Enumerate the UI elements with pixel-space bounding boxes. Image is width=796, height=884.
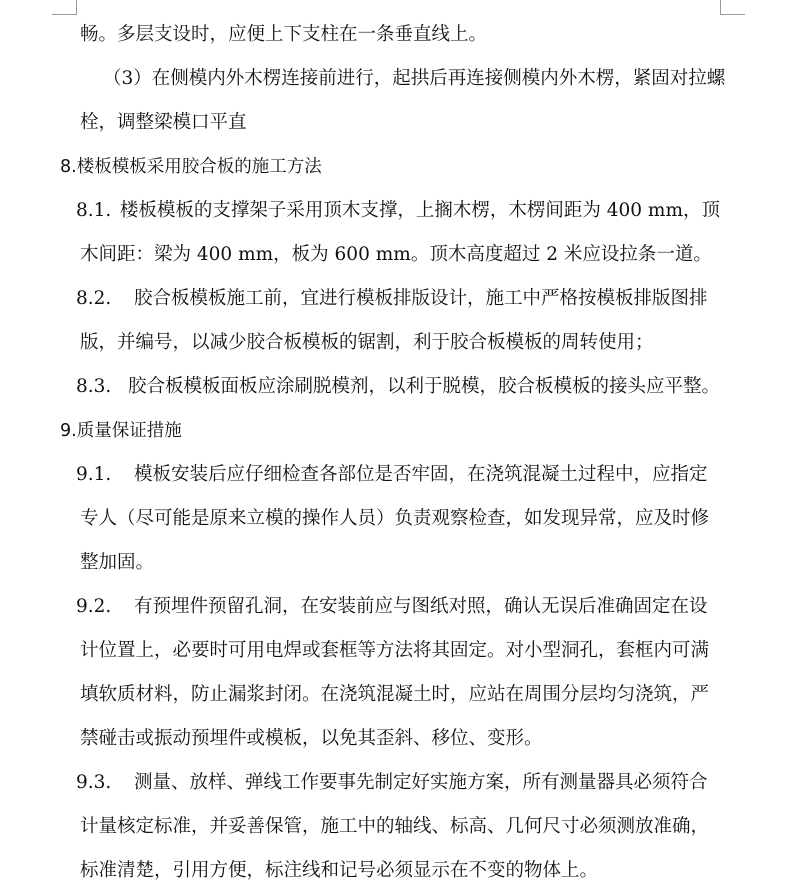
- list-number: 8.3.: [76, 376, 112, 397]
- list-item-9-2: [76, 594, 720, 620]
- section-heading-8: 8.楼板模板采用胶合板的施工方法: [60, 157, 322, 177]
- list-text: 胶合板模板施工前，宜进行模板排版设计，施工中严格按模板排版图排: [134, 288, 708, 309]
- paragraph-line: 专人（尽可能是原来立模的操作人员）负责观察检查，如发现异常，应及时修: [80, 508, 710, 529]
- list-text: 测量、放样、弹线工作要事先制定好实施方案，所有测量器具必须符合: [134, 772, 708, 793]
- list-number: 8.1.: [76, 200, 112, 221]
- list-item-9-1: [76, 462, 720, 488]
- paragraph-line: 木间距：梁为 400 mm，板为 600 mm。顶木高度超过 2 米应设拉条一道。: [80, 244, 712, 265]
- page-corner-mark-left: [52, 0, 77, 15]
- list-item-9-3: [76, 770, 720, 796]
- paragraph-line: 禁碰击或振动预埋件或模板，以免其歪斜、移位、变形。: [80, 728, 543, 749]
- list-text: 楼板模板的支撑架子采用顶木支撑，上搁木楞，木楞间距为 400 mm，顶: [119, 200, 720, 221]
- section-heading-9: 9.质量保证措施: [60, 421, 182, 441]
- paragraph-line: 版，并编号，以减少胶合板模板的锯割，利于胶合板模板的周转使用；: [80, 332, 654, 353]
- list-number: 9.3.: [76, 772, 112, 793]
- paragraph-line: 栓，调整梁模口平直: [80, 112, 247, 133]
- paragraph-line: 计量核定标准，并妥善保管，施工中的轴线、标高、几何尺寸必须测放准确，: [80, 816, 710, 837]
- list-item-8-3: [76, 374, 720, 400]
- list-text: 模板安装后应仔细检查各部位是否牢固，在浇筑混凝土过程中，应指定: [134, 464, 708, 485]
- list-number: 8.2.: [76, 288, 112, 309]
- paragraph-line: 畅。多层支设时，应便上下支柱在一条垂直线上。: [80, 24, 488, 45]
- list-item-8-1: [76, 198, 720, 224]
- page-corner-mark-right: [720, 0, 745, 15]
- paragraph-line: 整加固。: [80, 552, 155, 573]
- paragraph-line: 计位置上，必要时可用电焊或套框等方法将其固定。对小型洞孔，套框内可满: [80, 640, 710, 661]
- list-item-8-2: [76, 286, 720, 312]
- paragraph-line: 填软质材料，防止漏浆封闭。在浇筑混凝土时，应站在周围分层均匀浇筑，严: [80, 684, 710, 705]
- paragraph-line: （3）在侧模内外木楞连接前进行，起拱后再连接侧模内外木楞，紧固对拉螺: [103, 68, 726, 89]
- paragraph-line: 标准清楚，引用方便，标注线和记号必须显示在不变的物体上。: [80, 860, 599, 881]
- list-number: 9.2.: [76, 596, 112, 617]
- list-number: 9.1.: [76, 464, 112, 485]
- list-text: 胶合板模板面板应涂刷脱模剂，以利于脱模，胶合板模板的接头应平整。: [127, 376, 720, 397]
- list-text: 有预埋件预留孔洞，在安装前应与图纸对照，确认无误后准确固定在设: [134, 596, 708, 617]
